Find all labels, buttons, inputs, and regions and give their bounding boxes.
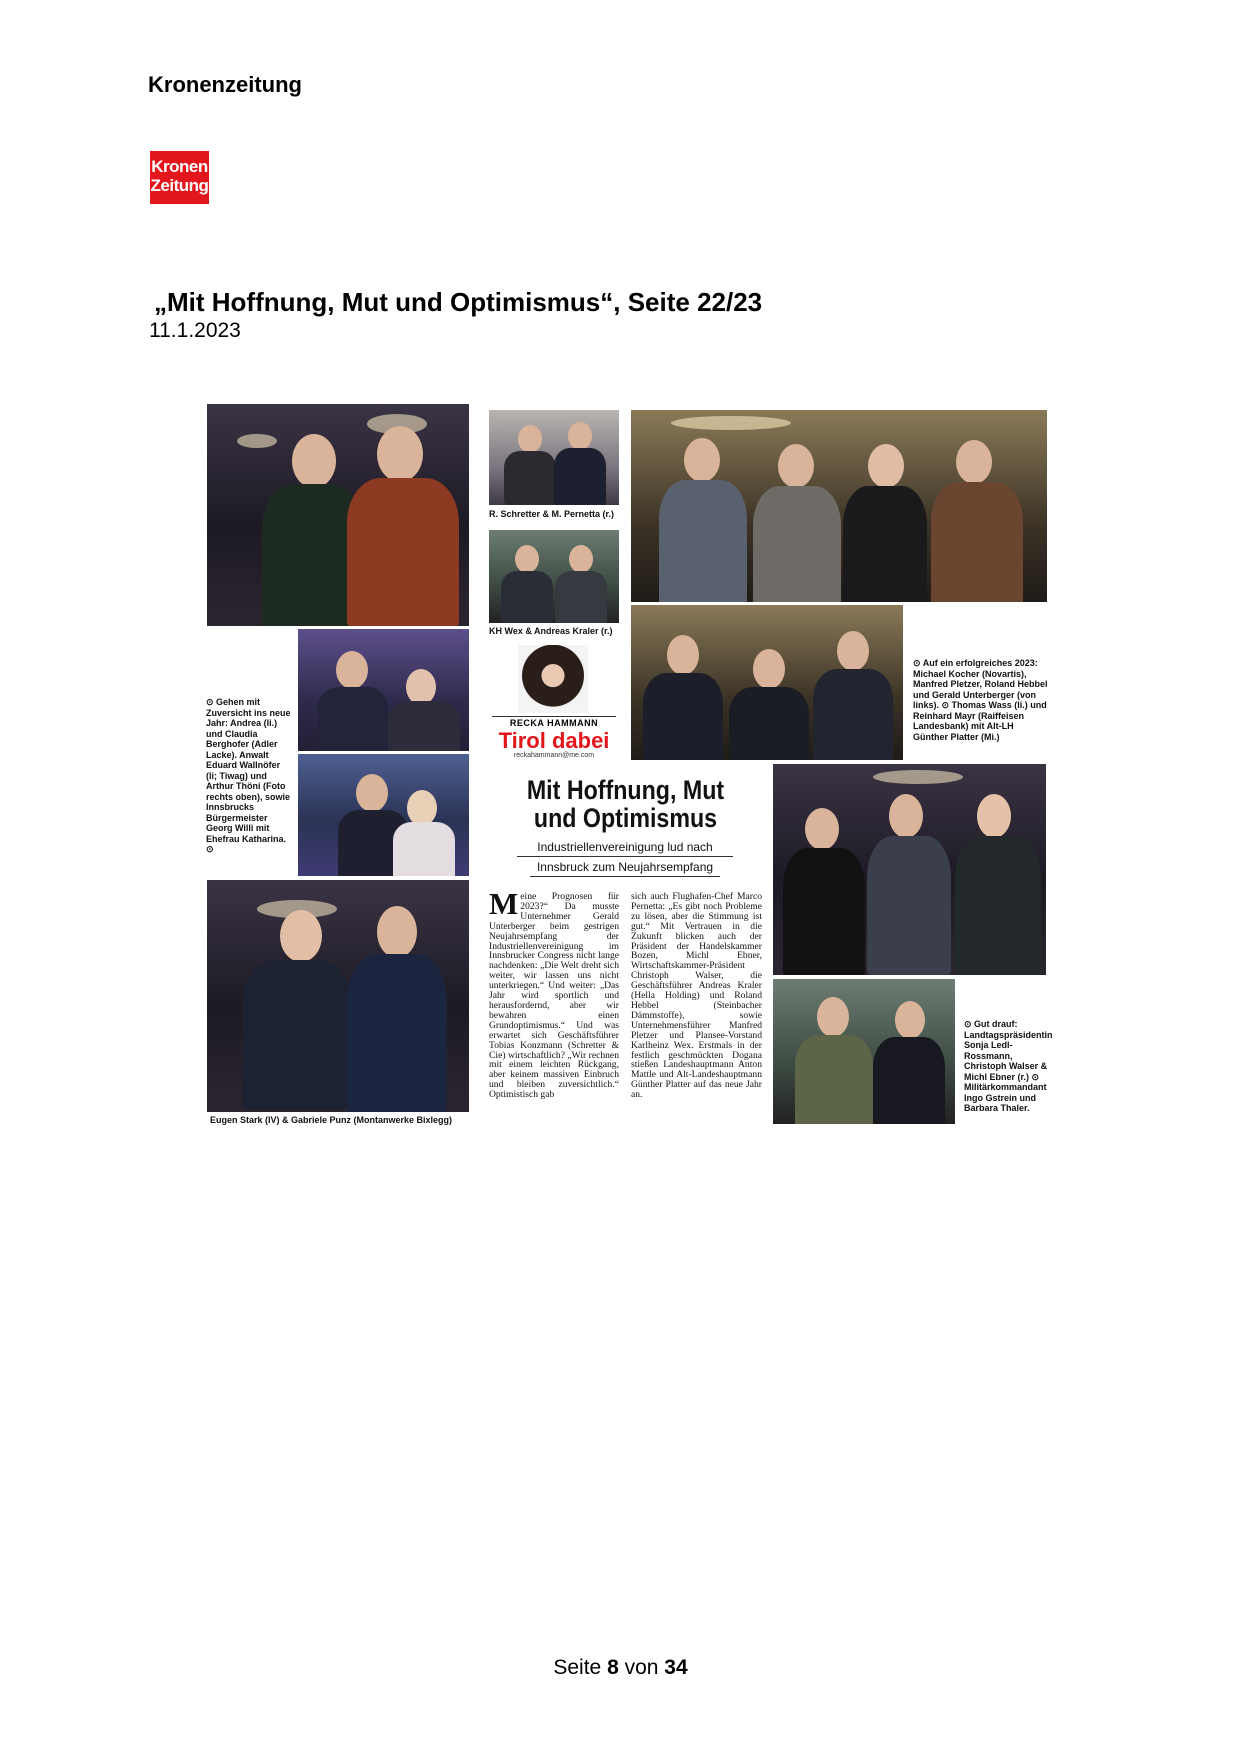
photo-schretter-pernetta <box>489 410 619 505</box>
article-date: 11.1.2023 <box>149 319 241 342</box>
caption-left-block: ⊙ Gehen mit Zuversicht ins neue Jahr: Andrea (li.) und Claudia Berghofer (Adler Lacke). Anwalt Eduard Wallnöfer (li; Tiwag) und Arthur Thöni (Foto rechts oben), sowie Innsbrucks Bürgermeister Georg Willi mit Ehefrau Katharina. ⊙ <box>206 697 291 854</box>
caption-right-bottom: ⊙ Gut drauf: Landtagspräsidentin Sonja Ledl-Rossmann, Christoph Walser & Michl Ebner (r.) ⊙ Militärkommandant Ingo Gstrein und Barbara Thaler. <box>964 1019 1053 1113</box>
body-column-2 <box>631 892 762 1100</box>
body-text-2: sich auch Flughafen-Chef Marco Pernetta: „Es gibt noch Probleme zu lösen, aber die Stimmung ist gut.“ Mit Vertrauen in die Zukunft blicken auch der Präsident der Handelskammer Bozen, Michl Ebner, Wirtschaftskammer-Präsident Christoph Walser, die Geschäftsführer Andreas Kraler (Hella Holding) und Roland Hebbel (Steinbacher Dämmstoffe), sowie Unternehmensführer Manfred Pletzer und Plansee-Vorstand Karlheinz Wex. Erstmals in der festlich geschmückten Dogana stießen Landeshauptmann Anton Mattle und Alt-Landeshauptmann Günther Platter auf das neue Jahr an. <box>631 891 762 1101</box>
photo-wallnoefer-thoeni <box>298 629 469 751</box>
photo-wass-mayr-platter <box>631 605 903 760</box>
article-title: „Mit Hoffnung, Mut und Optimismus“, Seite 22/23 <box>154 287 763 317</box>
body-text-1: eine Prognosen für 2023?“ Da musste Unternehmer Gerald Unterberger beim gestrigen Neujahrsempfang der Industriellenvereinigung im Innsbrucker Congress nicht lange nachdenken: „Die Welt dreht sich weiter, wir lassen uns nicht unterkriegen.“ Und weiter: „Das Jahr wird sportlich und herausfordernd, aber wir bewahren einen Grundoptimismus.“ Und was erwartet sich Geschäftsführer Tobias Konzmann (Schretter & Cie) wirtschaftlich? „Wir rechnen mit einem leichten Rückgang, aber keinem massiven Einbruch und bleiben zuversichtlich.“ Optimistisch gab <box>489 891 619 1101</box>
author-photo <box>518 645 588 713</box>
body-column-1 <box>489 886 619 1101</box>
footer-page-number: 8 <box>607 1656 619 1679</box>
photo-ledl-rossmann <box>773 764 1046 975</box>
kronen-zeitung-logo: Kronen Zeitung <box>150 151 209 204</box>
clipping-subline-2: Innsbruck zum Neujahrsempfang <box>536 860 714 874</box>
clipping-subline-1: Industriellenvereinigung lud nach <box>537 840 713 854</box>
photo-gstrein-thaler <box>773 979 955 1124</box>
column-author: RECKA HAMMANN <box>509 718 599 728</box>
subline-rule <box>517 856 733 857</box>
clipping-headline: Mit Hoffnung, Mut und Optimismus <box>526 775 725 833</box>
page-footer <box>0 1656 1241 1680</box>
column-email: reckahammann@me.com <box>513 752 595 759</box>
subline-rule <box>530 876 720 877</box>
photo-berghofer <box>207 404 469 626</box>
photo-willi <box>298 754 469 876</box>
column-title: Tirol dabei <box>498 728 610 753</box>
caption-schretter-pernetta: R. Schretter & M. Pernetta (r.) <box>489 509 615 519</box>
footer-total-pages: 34 <box>664 1656 688 1679</box>
photo-stark-punz <box>207 880 469 1112</box>
footer-prefix: Seite <box>553 1656 602 1679</box>
source-name: Kronenzeitung <box>148 72 302 97</box>
caption-stark-punz: Eugen Stark (IV) & Gabriele Punz (Montanwerke Bixlegg) <box>210 1115 453 1125</box>
footer-middle: von <box>624 1656 659 1679</box>
column-divider <box>492 716 616 717</box>
caption-right-top: ⊙ Auf ein erfolgreiches 2023: Michael Kocher (Novartis), Manfred Pletzer, Roland Hebbel und Gerald Unterberger (von links). ⊙ Thomas Wass (li.) und Reinhard Mayr (Raiffeisen Landesbank) mit Alt-LH Günther Platter (Mi.) <box>913 658 1048 742</box>
photo-kocher-pletzer <box>631 410 1047 602</box>
body-dropcap: M <box>489 886 519 921</box>
caption-wex-kraler: KH Wex & Andreas Kraler (r.) <box>489 626 613 636</box>
photo-wex-kraler <box>489 530 619 623</box>
